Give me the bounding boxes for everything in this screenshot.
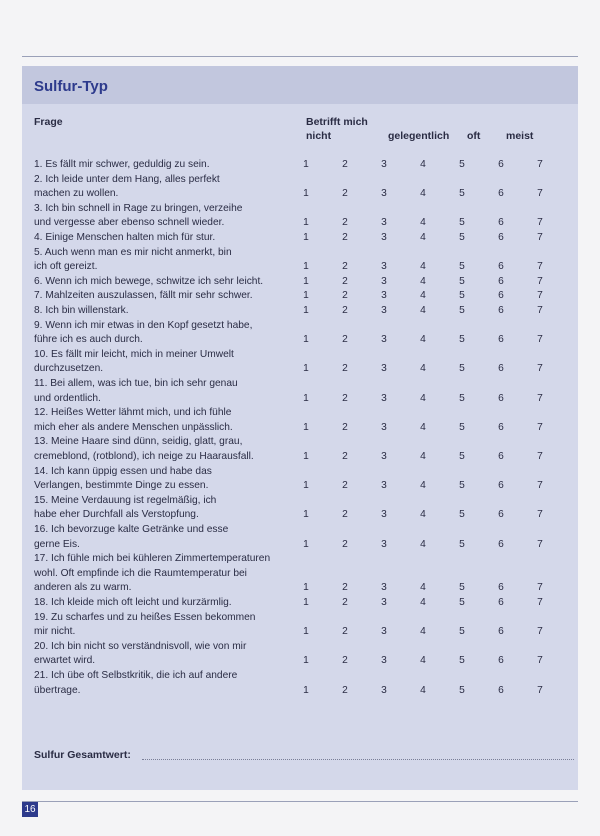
rating-option[interactable]: 6 [498,217,504,229]
header-oft: oft [467,130,481,142]
rating-option[interactable]: 1 [303,188,309,200]
question-text: mir nicht. [34,626,76,638]
rating-option[interactable]: 6 [498,363,504,375]
rating-option[interactable]: 7 [537,392,543,404]
rating-option[interactable]: 2 [342,392,348,404]
rating-option[interactable]: 4 [420,261,426,273]
rating-option[interactable]: 4 [420,626,426,638]
rating-option[interactable]: 6 [498,334,504,346]
question-text: 18. Ich kleide mich oft leicht und kurzärmlig. [34,597,232,608]
rating-option[interactable]: 3 [381,275,387,287]
rating-option[interactable]: 1 [303,509,309,521]
rating-option[interactable]: 3 [381,261,387,273]
rating-option[interactable]: 3 [381,392,387,404]
rating-option[interactable]: 7 [537,509,543,521]
rating-option[interactable]: 7 [537,232,543,243]
rating-option[interactable]: 1 [303,232,309,243]
header-nicht: nicht [306,130,332,142]
rating-option[interactable]: 2 [342,626,348,638]
question-text: 14. Ich kann üppig essen und habe das [34,465,212,477]
rating-option[interactable]: 1 [303,159,309,170]
rating-option[interactable]: 7 [537,451,543,462]
rating-option[interactable]: 1 [303,538,309,550]
rating-option[interactable]: 5 [459,159,465,170]
rating-option[interactable]: 5 [459,582,465,594]
rating-option[interactable]: 3 [381,509,387,521]
rating-option[interactable]: 3 [381,480,387,492]
rating-option[interactable]: 5 [459,217,465,229]
rating-option[interactable]: 3 [381,305,387,316]
rating-option[interactable]: 5 [459,290,465,302]
header-meist: meist [506,130,534,142]
rating-option[interactable]: 5 [459,655,465,667]
rating-option[interactable]: 4 [420,334,426,346]
rating-option[interactable]: 5 [459,188,465,200]
rating-option[interactable]: 4 [420,159,426,170]
rating-option[interactable]: 3 [381,232,387,243]
rating-option[interactable]: 4 [420,684,426,696]
total-label: Sulfur Gesamtwert: [34,749,131,761]
rating-option[interactable]: 5 [459,275,465,287]
rating-option[interactable]: 6 [498,684,504,696]
rating-option[interactable]: 2 [342,159,348,170]
question-text: erwartet wird. [34,655,96,667]
rating-option[interactable]: 7 [537,188,543,200]
rating-option[interactable]: 7 [537,290,543,302]
header-betrifft-mich: Betrifft mich [306,116,368,128]
rating-option[interactable]: 5 [459,261,465,273]
rating-option[interactable]: 6 [498,421,504,433]
rating-option[interactable]: 1 [303,290,309,302]
rating-option[interactable]: 2 [342,217,348,229]
rating-option[interactable]: 6 [498,582,504,594]
rating-option[interactable]: 1 [303,217,309,229]
rating-option[interactable]: 4 [420,363,426,375]
rating-option[interactable]: 3 [381,334,387,346]
rating-option[interactable]: 5 [459,451,465,462]
page-title: Sulfur-Typ [34,78,108,95]
rating-option[interactable]: 6 [498,626,504,638]
total-entry-line[interactable] [142,759,574,760]
rating-option[interactable]: 6 [498,275,504,287]
rating-option[interactable]: 2 [342,655,348,667]
rating-option[interactable]: 4 [420,451,426,462]
rating-option[interactable]: 7 [537,626,543,638]
rating-option[interactable]: 4 [420,217,426,229]
rating-option[interactable]: 5 [459,421,465,433]
rating-option[interactable]: 2 [342,188,348,200]
rating-option[interactable]: 4 [420,582,426,594]
rating-option[interactable]: 5 [459,363,465,375]
rating-option[interactable]: 6 [498,159,504,170]
question-text: 2. Ich leide unter dem Hang, alles perfekt [34,173,220,185]
rating-option[interactable]: 1 [303,275,309,287]
bottom-rule [22,801,578,802]
rating-option[interactable]: 2 [342,232,348,243]
question-text: 11. Bei allem, was ich tue, bin ich sehr genau [34,378,238,389]
rating-option[interactable]: 4 [420,597,426,608]
rating-option[interactable]: 2 [342,305,348,316]
rating-option[interactable]: 1 [303,480,309,492]
rating-option[interactable]: 5 [459,334,465,346]
question-text: 1. Es fällt mir schwer, geduldig zu sein. [34,159,210,170]
rating-option[interactable]: 5 [459,626,465,638]
rating-option[interactable]: 5 [459,538,465,550]
rating-option[interactable]: 1 [303,626,309,638]
rating-option[interactable]: 6 [498,451,504,462]
question-text: machen zu wollen. [34,188,119,200]
rating-option[interactable]: 6 [498,480,504,492]
rating-option[interactable]: 5 [459,305,465,316]
title-bar [22,66,578,104]
rating-option[interactable]: 5 [459,684,465,696]
rating-option[interactable]: 1 [303,305,309,316]
rating-option[interactable]: 7 [537,582,543,594]
header-gelegentlich: gelegentlich [388,130,450,142]
question-text: durchzusetzen. [34,363,104,375]
rating-option[interactable]: 3 [381,363,387,375]
question-text: Verlangen, bestimmte Dinge zu essen. [34,480,209,492]
question-text: 20. Ich bin nicht so verständnisvoll, wie von mir [34,640,247,652]
question-text: 16. Ich bevorzuge kalte Getränke und esse [34,524,229,535]
question-text: 4. Einige Menschen halten mich für stur. [34,232,216,243]
rating-option[interactable]: 3 [381,159,387,170]
question-text: 3. Ich bin schnell in Rage zu bringen, verzeihe [34,202,243,214]
rating-option[interactable]: 4 [420,538,426,550]
question-text: 8. Ich bin willenstark. [34,305,129,316]
rating-option[interactable]: 3 [381,655,387,667]
rating-option[interactable]: 2 [342,363,348,375]
rating-option[interactable]: 4 [420,275,426,287]
rating-option[interactable]: 6 [498,261,504,273]
questionnaire-panel [22,66,578,790]
rating-option[interactable]: 3 [381,188,387,200]
rating-option[interactable]: 6 [498,290,504,302]
rating-option[interactable]: 4 [420,188,426,200]
question-text: mich eher als andere Menschen unpässlich. [34,421,233,433]
rating-option[interactable]: 3 [381,597,387,608]
question-text: habe eher Durchfall als Verstopfung. [34,509,199,521]
rating-option[interactable]: 4 [420,655,426,667]
rating-option[interactable]: 1 [303,392,309,404]
rating-option[interactable]: 3 [381,582,387,594]
question-text: 12. Heißes Wetter lähmt mich, und ich fühle [34,407,232,419]
rating-option[interactable]: 4 [420,305,426,316]
question-text: und ordentlich. [34,392,101,404]
question-text: gerne Eis. [34,538,80,550]
rating-option[interactable]: 7 [537,334,543,346]
rating-option[interactable]: 7 [537,597,543,608]
rating-option[interactable]: 7 [537,275,543,287]
rating-option[interactable]: 4 [420,232,426,243]
rating-option[interactable]: 6 [498,509,504,521]
rating-option[interactable]: 1 [303,684,309,696]
rating-option[interactable]: 2 [342,451,348,462]
rating-option[interactable]: 2 [342,684,348,696]
rating-option[interactable]: 4 [420,290,426,302]
rating-option[interactable]: 4 [420,509,426,521]
rating-option[interactable]: 7 [537,217,543,229]
question-text: übertrage. [34,684,81,696]
rating-option[interactable]: 7 [537,655,543,667]
page-number: 16 [22,802,38,817]
rating-option[interactable]: 6 [498,305,504,316]
question-text: 13. Meine Haare sind dünn, seidig, glatt, grau, [34,436,243,448]
rating-option[interactable]: 3 [381,451,387,462]
question-text: wohl. Oft empfinde ich die Raumtemperatur bei [34,567,247,579]
rating-option[interactable]: 2 [342,275,348,287]
rating-option[interactable]: 2 [342,261,348,273]
rating-option[interactable]: 1 [303,334,309,346]
rating-option[interactable]: 1 [303,597,309,608]
rating-option[interactable]: 6 [498,232,504,243]
rating-option[interactable]: 4 [420,392,426,404]
rating-option[interactable]: 4 [420,421,426,433]
rating-option[interactable]: 5 [459,392,465,404]
rating-option[interactable]: 3 [381,684,387,696]
rating-option[interactable]: 1 [303,421,309,433]
question-text: 15. Meine Verdauung ist regelmäßig, ich [34,494,217,506]
rating-option[interactable]: 4 [420,480,426,492]
rating-option[interactable]: 7 [537,305,543,316]
question-text: 10. Es fällt mir leicht, mich in meiner Umwelt [34,348,234,360]
rating-option[interactable]: 6 [498,538,504,550]
question-text: 7. Mahlzeiten auszulassen, fällt mir sehr schwer. [34,290,253,302]
rating-option[interactable]: 5 [459,509,465,521]
question-text: cremeblond, (rotblond), ich neige zu Haarausfall. [34,451,254,462]
rating-option[interactable]: 7 [537,159,543,170]
question-text: führe ich es auch durch. [34,334,143,346]
question-text: und vergesse aber ebenso schnell wieder. [34,217,225,229]
rating-option[interactable]: 7 [537,480,543,492]
rating-option[interactable]: 2 [342,334,348,346]
question-text: 6. Wenn ich mich bewege, schwitze ich sehr leicht. [34,275,264,287]
question-text: anderen als zu warm. [34,582,132,594]
rating-option[interactable]: 2 [342,597,348,608]
rating-option[interactable]: 1 [303,451,309,462]
rating-option[interactable]: 5 [459,597,465,608]
rating-option[interactable]: 2 [342,582,348,594]
question-text: 5. Auch wenn man es mir nicht anmerkt, bin [34,246,232,258]
top-rule [22,56,578,57]
rating-option[interactable]: 7 [537,363,543,375]
rating-option[interactable]: 1 [303,655,309,667]
question-text: 21. Ich übe oft Selbstkritik, die ich auf andere [34,670,238,681]
rating-option[interactable]: 6 [498,655,504,667]
question-text: 19. Zu scharfes und zu heißes Essen bekommen [34,611,256,623]
rating-option[interactable]: 7 [537,261,543,273]
rating-option[interactable]: 2 [342,421,348,433]
rating-option[interactable]: 2 [342,480,348,492]
rating-option[interactable]: 5 [459,480,465,492]
rating-option[interactable]: 2 [342,509,348,521]
rating-option[interactable]: 3 [381,626,387,638]
rating-option[interactable]: 1 [303,363,309,375]
rating-option[interactable]: 6 [498,597,504,608]
question-text: 17. Ich fühle mich bei kühleren Zimmertemperaturen [34,553,271,565]
question-text: ich oft gereizt. [34,261,98,273]
rating-option[interactable]: 6 [498,392,504,404]
rating-option[interactable]: 3 [381,217,387,229]
rating-option[interactable]: 7 [537,684,543,696]
rating-option[interactable]: 5 [459,232,465,243]
rating-option[interactable]: 3 [381,290,387,302]
rating-option[interactable]: 2 [342,290,348,302]
rating-option[interactable]: 6 [498,188,504,200]
rating-option[interactable]: 1 [303,582,309,594]
rating-option[interactable]: 2 [342,538,348,550]
question-text: 9. Wenn ich mir etwas in den Kopf gesetzt habe, [34,319,253,331]
rating-option[interactable]: 3 [381,421,387,433]
rating-option[interactable]: 7 [537,538,543,550]
rating-option[interactable]: 1 [303,261,309,273]
rating-option[interactable]: 7 [537,421,543,433]
header-frage: Frage [34,116,63,128]
rating-option[interactable]: 3 [381,538,387,550]
